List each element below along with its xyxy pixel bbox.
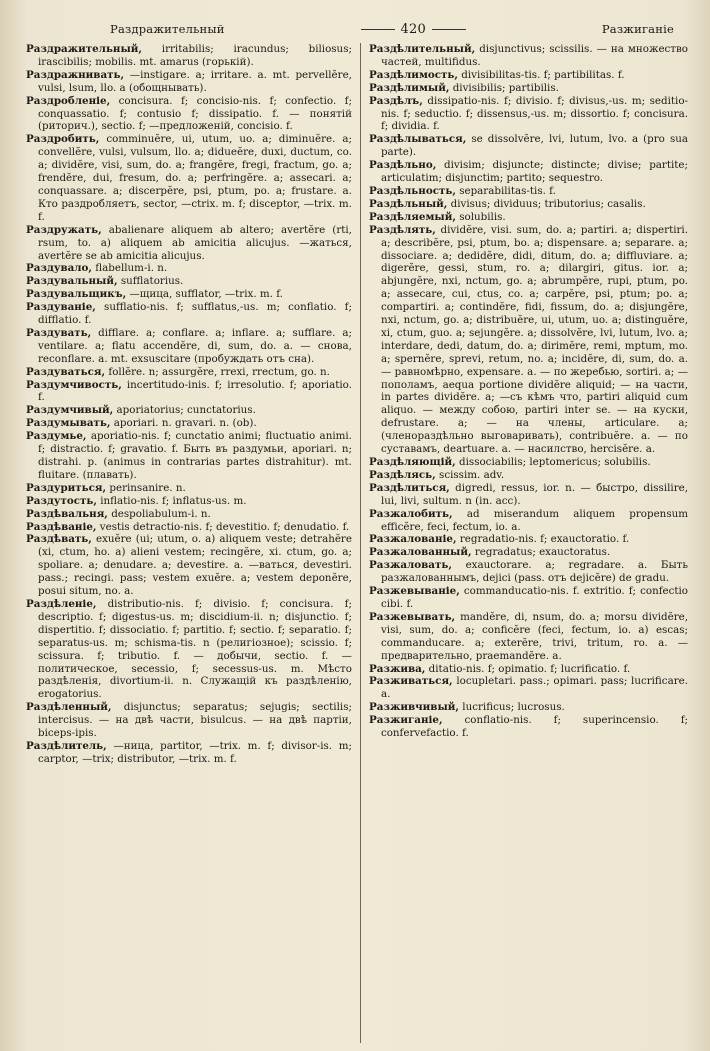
entry-headword: Раздѣлъ, [368, 94, 423, 107]
entry-definition: divisibilis; partibilis. [452, 81, 559, 94]
dictionary-entry [369, 82, 688, 95]
entry-definition: abalienare aliquem ab altero; avertĕre (rti, rsum, to. a) aliquem ab amicitia alicujus. —жаться, avertĕre se ab amicitia alicujus. [38, 223, 352, 262]
entry-headword: Разжалованіе, [368, 533, 457, 546]
page-number: 420 [355, 22, 472, 37]
header-left-word: Раздражительный [110, 22, 225, 36]
entry-definition: despoliabulum-i. n. [111, 507, 211, 520]
entry-headword: Раздѣлительный, [368, 43, 476, 55]
dictionary-entry [26, 417, 352, 430]
entry-definition: locupletari. pass.; opimari. pass; lucrificare. a. [380, 675, 688, 701]
entry-headword: Раздробленіе, [26, 94, 111, 107]
dictionary-entry [369, 469, 688, 482]
entry-headword: Раздумывать, [26, 417, 111, 430]
entry-definition: —instigare. a; irritare. a. mt. pervellĕre, vulsi, lsum, llo. a (обощнывать). [38, 68, 352, 94]
entry-headword: Раздѣвальня, [26, 507, 108, 520]
dictionary-entry [26, 95, 352, 134]
entry-headword: Раздѣлимость, [368, 68, 458, 81]
dictionary-entry [26, 740, 352, 766]
dictionary-entry [26, 133, 352, 223]
entry-definition: inflatio-nis. f; inflatus-us. m. [100, 494, 247, 507]
entry-definition: incertitudo-inis. f; irresolutio. f; aporiatio. f. [38, 378, 352, 404]
entry-headword: Раздумчивость, [26, 378, 122, 391]
dictionary-entry [369, 611, 688, 663]
entry-headword: Раздружать, [26, 223, 102, 236]
entry-definition: ad miserandum aliquem propensum efficĕre, feci, fectum, io. a. [380, 507, 688, 533]
entry-definition: vestis detractio-nis. f; devestitio. f; denudatio. f. [99, 520, 350, 533]
entry-definition: dissipatio-nis. f; divisio. f; divisus,-us. m; seditio-nis. f; seductio. f; dissensus,-us. m; dissortio. f; concisura. f; dividia. f. [380, 94, 689, 133]
right-column [361, 43, 688, 1043]
dictionary-entry [369, 69, 688, 82]
entry-definition: flabellum-i. n. [95, 262, 168, 275]
dictionary-entry [26, 275, 352, 288]
entry-definition: concisura. f; concisio-nis. f; confectio. f; conquassatio. f; contusio f; dissipatio. f. — понятій (риторич.), sectio. f; —предложеній, concisio. f. [38, 94, 352, 133]
entry-definition: disjunctus; separatus; sejugis; sectilis; intercisus. — на двѣ части, bisulcus. — на двѣ партіи, biceps-ipis. [38, 701, 352, 740]
entry-definition: lucrificus; lucrosus. [462, 701, 565, 714]
entry-definition: perinsanire. n. [109, 481, 186, 494]
entry-headword: Разжевывать, [368, 610, 456, 623]
entry-definition: —ница, partitor, —trix. m. f; divisor-is. m; carptor, —trix; distributor, —trix. m. f. [38, 739, 352, 765]
entry-definition: divisus; dividuus; tributorius; casalis. [450, 197, 646, 210]
dictionary-entry [369, 211, 688, 224]
entry-definition: divisim; disjuncte; distincte; divise; partite; articulatim; disjunctim; partito; sequestro. [380, 159, 688, 185]
dictionary-entry [26, 430, 352, 482]
dictionary-entry [26, 366, 352, 379]
dictionary-entry [369, 133, 688, 159]
entry-definition: disjunctivus; scissilis. — на множество частей, multifidus. [380, 43, 688, 68]
dictionary-entry [26, 327, 352, 366]
entry-headword: Раздѣльный, [368, 197, 448, 210]
entry-headword: Разжива, [368, 662, 426, 675]
entry-headword: Раздуваться, [26, 365, 106, 378]
dictionary-entry [26, 379, 352, 405]
entry-headword: Раздѣлимый, [368, 81, 450, 94]
entry-headword: Раздувальщикъ, [26, 288, 127, 301]
entry-definition: —щица, sufflator, —trix. m. f. [129, 288, 283, 301]
dictionary-entry [369, 714, 688, 740]
entry-definition: regradatio-nis. f; exauctoratio. f. [459, 533, 630, 546]
entry-definition: digredi, ressus, ior. n. — быстро, dissilire, lui, livi, sultum. n (in. acc). [380, 481, 688, 507]
dictionary-entry [369, 663, 688, 676]
entry-definition: scissim. adv. [439, 468, 505, 481]
entry-definition: follĕre. n; assurgĕre, rrexi, rrectum, go. n. [108, 365, 330, 378]
dictionary-entry [26, 482, 352, 495]
header-right-word: Разжиганіе [601, 22, 674, 36]
entry-headword: Раздѣляющій, [368, 456, 456, 468]
entry-headword: Раздражнивать, [26, 68, 125, 81]
entry-headword: Раздробить, [26, 133, 100, 146]
entry-headword: Раздуваніе, [26, 301, 96, 314]
entry-headword: Раздѣльно, [368, 159, 437, 172]
entry-headword: Раздѣленіе, [26, 597, 97, 610]
dictionary-entry [369, 456, 688, 469]
dictionary-entry [26, 262, 352, 275]
dictionary-entry [369, 43, 688, 69]
entry-definition: commanducatio-nis. f. extritio. f; confectio cibi. f. [380, 585, 688, 610]
dictionary-entry [369, 533, 688, 546]
dictionary-entry [369, 701, 688, 714]
entry-definition: se dissolvĕre, lvi, lutum, lvo. a (pro sua parte). [380, 133, 688, 159]
entry-headword: Разжалобить, [368, 507, 453, 520]
entry-definition: ditatio-nis. f; opimatio. f; lucrificatio. f. [428, 662, 631, 675]
entry-headword: Разживчивый, [368, 701, 460, 714]
page-header [26, 22, 688, 37]
entry-definition: solubilis. [459, 210, 506, 223]
dictionary-entry [369, 198, 688, 211]
entry-headword: Раздѣльность, [368, 184, 456, 197]
entry-headword: Раздѣлитель, [26, 739, 107, 752]
dictionary-entry [369, 185, 688, 198]
dictionary-entry [26, 701, 352, 740]
dictionary-entry [369, 546, 688, 559]
entry-definition: difflare. a; conflare. a; inflare. a; sufflare. a; ventilare. a; flatu accendĕre, di, sum, do. a. — снова, reconflare. a. mt. exsuscitare (пробуждать отъ сна). [38, 326, 352, 365]
dictionary-entry [26, 495, 352, 508]
dictionary-entry [369, 95, 688, 134]
entry-headword: Раздувальный, [26, 275, 118, 288]
entry-headword: Раздувать, [26, 326, 92, 339]
entry-headword: Раздумчивый, [26, 404, 114, 417]
dictionary-entry [26, 598, 352, 701]
entry-headword: Раздутость, [26, 494, 97, 507]
entry-headword: Раздуриться, [26, 481, 107, 494]
entry-definition: regradatus; exauctoratus. [474, 546, 611, 559]
dictionary-entry [26, 301, 352, 327]
entry-headword: Раздѣлиться, [368, 481, 450, 494]
dictionary-entry [369, 675, 688, 701]
entry-definition: exuĕre (ui; utum, o. a) aliquem veste; detrahĕre (xi, ctum, ho. a) alieni vestem; recingĕre, xi. ctum, go. a; spoliare. a; denudare. a; devestire. a. —ваться, devestiri. pass.; recingi. pass; vestem exuĕre. a; vestem deponĕre, posui situm, no. a. [38, 533, 352, 598]
entry-headword: Разжаловать, [368, 559, 452, 572]
left-column [26, 43, 361, 1043]
entry-definition: irritabilis; iracundus; biliosus; irascibilis; mobilis. mt. amarus (горькій). [38, 43, 352, 68]
entry-headword: Раздумье, [26, 430, 87, 443]
entry-definition: aporiatorius; cunctatorius. [116, 404, 256, 417]
entry-definition: aporiari. n. gravari. n. (ob). [113, 417, 257, 430]
entry-definition: dividĕre, visi. sum, do. a; partiri. a; dispertiri. a; describĕre, psi, ptum, bo. a; dispensare. a; separare. a; dissociare. a; dedidĕre, didi, ditum, do. a; diffluviare. a; digerĕre, gessi, stum, ro. a; dilargiri, gitus. ior. a; abjungĕre, nxi, nctum, go. a; abrumpĕre, rupi, ptum, po. a; assecare, cui, ctus, co. a; carpĕre, psi, ptum; po. a; compartiri. a; contindĕre, fidi, fissum, do. a; disjungĕre, nxi, nctum, go. a; distribuĕre, ui, utum, uo. a; distinguĕre, xi, ctum, guo. a; sejungĕre. a; dissolvĕre, lvi, lutum, lvo. a; interdare, dedi, datum, do. a; dirimĕre, remi, mptum, mo. a; spernĕre, sprevi, retum, no. a; incidĕre, di, sum, do. a. — равномѣрно, expensare. a. — по жеребью, sortiri. a; — пополамъ, aequa portione dividĕre aliquid; — на части, in partes dividĕre. a; —съ кѣмъ что, partiri aliquid cum aliquo. — между собою, partiri inter se. — на куски, defrustare. a; — на члены, articulare. a; (членораздѣльно выговаривать), contribuĕre. a. — по суставамъ, deartuare. a. — насилство, hercisĕre. a. [380, 223, 688, 456]
entry-headword: Раздражительный, [26, 43, 143, 55]
entry-definition: distributio-nis. f; divisio. f; concisura. f; descriptio. f; digestus-us. m; discidium-ii. n; disjunctio. f; dispertitio. f; dissociatio. f; partitio. f; sectio. f; separatio. f; separatus-us. m; schisma-tis. n (религіозное); scissio. f; scissura. f; tributio. f. — добычи, sectio. f. — политическое, secessio, f; secessus-us. m. Мѣсто раздѣленія, divortium-ii. n. Служащій къ раздѣленію, erogatorius. [38, 597, 352, 701]
entry-definition: sufflatorius. [120, 275, 184, 288]
dictionary-entry [369, 585, 688, 611]
dictionary-entry [26, 508, 352, 521]
dictionary-entry [369, 482, 688, 508]
entry-headword: Раздѣваніе, [26, 520, 97, 533]
entry-headword: Раздѣвать, [26, 533, 92, 546]
dictionary-entry [369, 508, 688, 534]
entry-definition: exauctorare. a; regradare. a. Быть разжалованнымъ, dejici (pass. отъ dejicĕre) de gradu. [380, 559, 688, 585]
dictionary-entry [26, 288, 352, 301]
entry-definition: separabilitas-tis. f. [459, 184, 556, 197]
dictionary-entry [26, 224, 352, 263]
entry-definition: aporiatio-nis. f; cunctatio animi; fluctuatio animi. f; distractio. f; gravatio. f. Быть въ раздумьи, aporiari. n; distrahi. p. (animus in contrarias partes distrahitur). mt. fluitare. (плавать). [38, 430, 352, 481]
entry-headword: Раздѣленный, [26, 701, 112, 714]
entry-headword: Раздѣлясь, [368, 468, 436, 481]
entry-headword: Разжевываніе, [368, 585, 460, 598]
dictionary-entry [369, 224, 688, 456]
entry-headword: Разжалованный, [368, 546, 472, 559]
entry-headword: Разживаться, [368, 675, 453, 688]
dictionary-entry [26, 43, 352, 69]
dictionary-entry [369, 559, 688, 585]
entry-definition: sufflatio-nis. f; sufflatus,-us. m; conflatio. f; difflatio. f. [38, 301, 352, 327]
dictionary-entry [26, 404, 352, 417]
entry-definition: comminuĕre, ui, utum, uo. a; diminuĕre. a; convellĕre, vulsi, vulsum, llo. a; didueĕre, duxi, ductum, co. a; dividĕre, visi, sum, do. a; frangĕre, fregi, fractum, go. a; frendĕre, dui, fresum, do. a; perfringĕre. a; assecari. a; conquassare. a; discerpĕre, psi, ptum, po. a; frustare. a. Кто раздробляетъ, sector, —ctrix. m. f; disceptor, —trix. m. f. [38, 133, 352, 223]
dictionary-entry [26, 69, 352, 95]
entry-headword: Раздувало, [26, 262, 92, 275]
entry-definition: conflatio-nis. f; superincensio. f; confervefactio. f. [380, 714, 688, 740]
entry-headword: Раздѣляемый, [368, 210, 456, 223]
entry-definition: mandĕre, di, nsum, do. a; morsu dividĕre, visi, sum, do. a; conficĕre (feci, fectum, io. a) escas; commanducare. a; exterĕre, trivi, tritum, ro. a. — предварительно, praemandĕre. a. [380, 610, 688, 662]
entry-definition: dissociabilis; leptomericus; solubilis. [459, 456, 651, 468]
two-column-body [26, 43, 688, 1043]
dictionary-entry [26, 521, 352, 534]
entry-headword: Раздѣлять, [368, 223, 436, 236]
dictionary-entry [369, 159, 688, 185]
entry-headword: Разжиганіе, [368, 714, 443, 727]
entry-headword: Раздѣлываться, [368, 133, 467, 146]
dictionary-entry [26, 533, 352, 598]
entry-definition: divisibilitas-tis. f; partibilitas. f. [461, 68, 625, 81]
